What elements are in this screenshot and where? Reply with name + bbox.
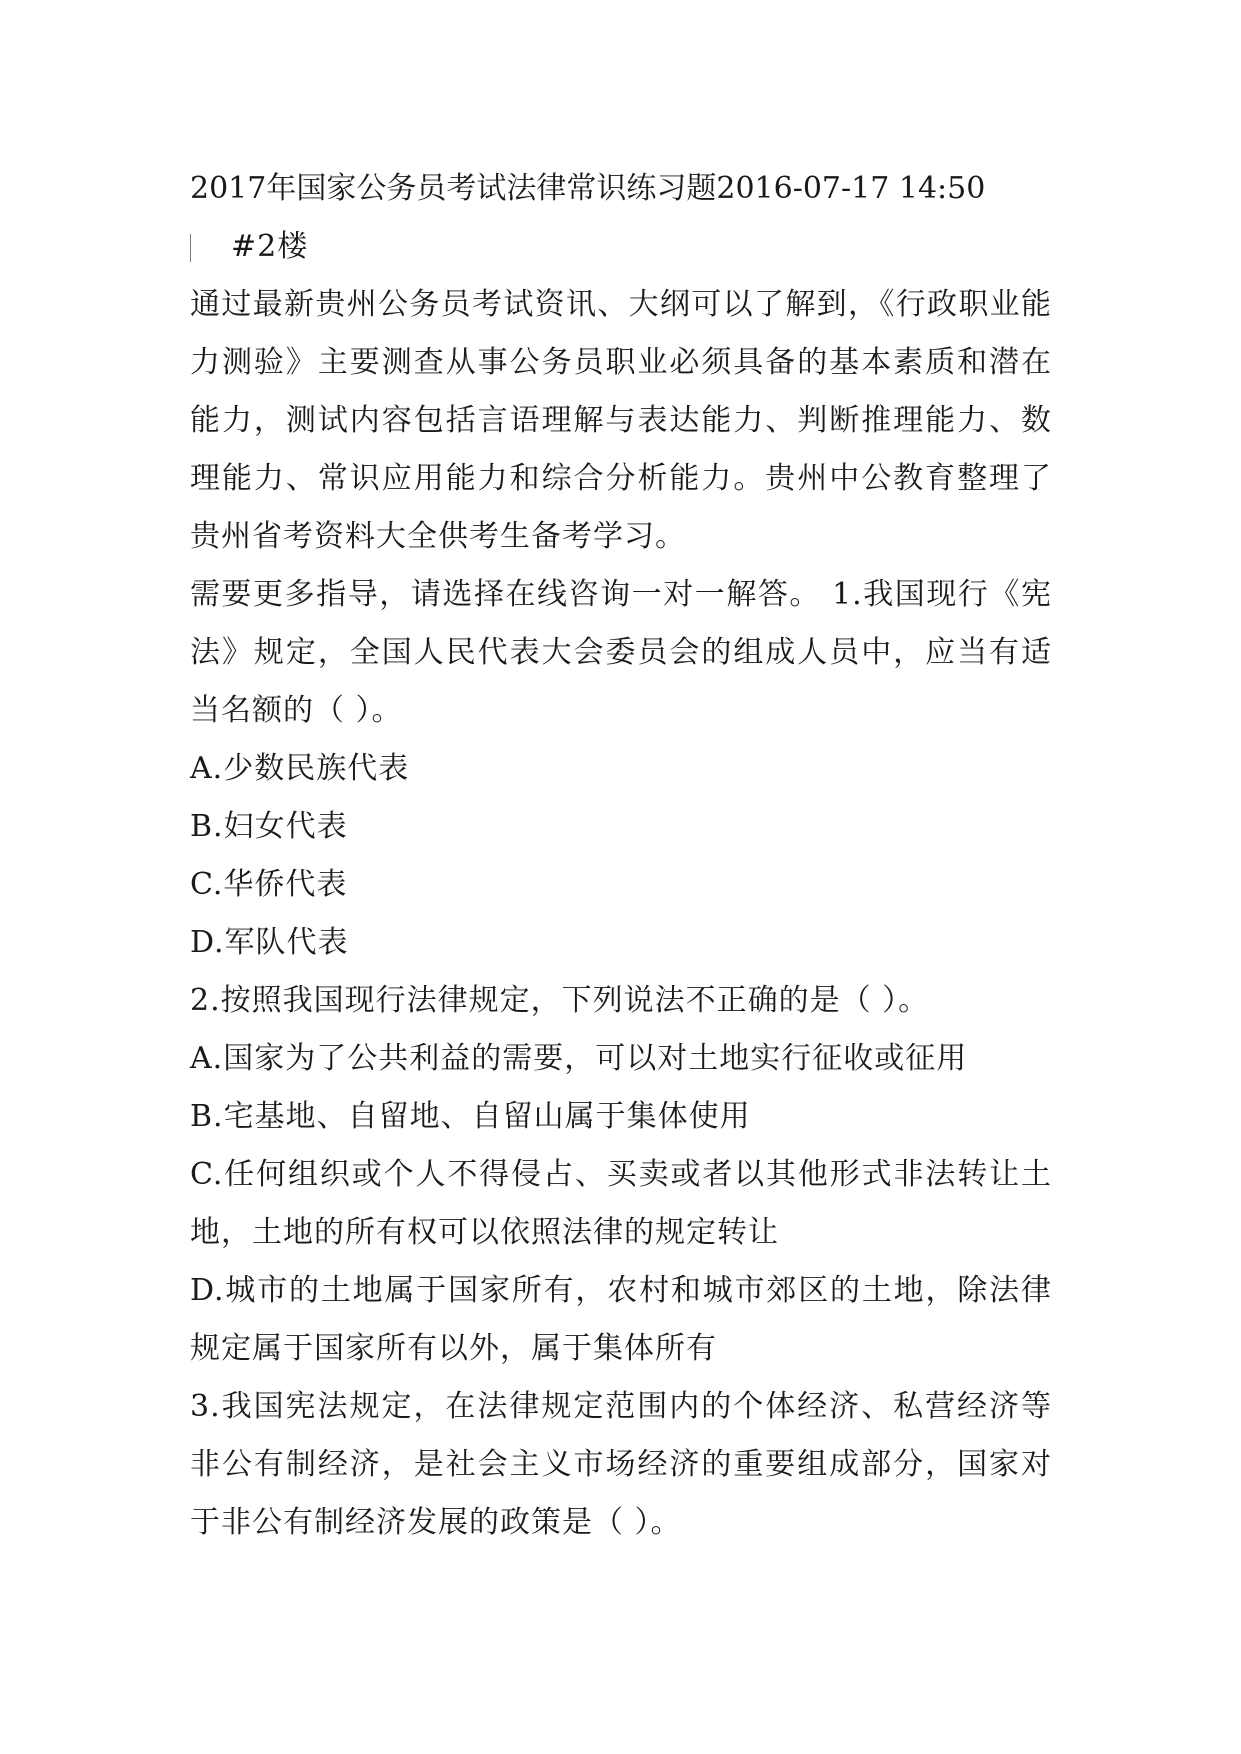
separator-bar: [190, 234, 191, 262]
q2-option-c: C.任何组织或个人不得侵占、买卖或者以其他形式非法转让土地，土地的所有权可以依照法律的规定转让: [190, 1157, 1052, 1250]
q2-option-a: A.国家为了公共利益的需要，可以对土地实行征收或征用: [190, 1041, 968, 1076]
question-2-stem: 2.按照我国现行法律规定，下列说法不正确的是（ ）。: [190, 983, 930, 1018]
post-header: [190, 160, 1052, 218]
q1-option-b: B.妇女代表: [190, 809, 348, 844]
post-floor-line: [190, 218, 1052, 276]
q2-option-b: B.宅基地、自留地、自留山属于集体使用: [190, 1099, 751, 1134]
q1-option-d: D.军队代表: [190, 925, 349, 960]
question-3-stem: 3.我国宪法规定，在法律规定范围内的个体经济、私营经济等非公有制经济，是社会主义市场经济的重要组成部分，国家对于非公有制经济发展的政策是（ ）。: [190, 1389, 1052, 1540]
intro-paragraph: 通过最新贵州公务员考试资讯、大纲可以了解到，《行政职业能力测验》主要测查从事公务员职业必须具备的基本素质和潜在能力，测试内容包括言语理解与表达能力、判断推理能力、数理能力、常识应用能力和综合分析能力。贵州中公教育整理了贵州省考资料大全供考生备考学习。: [190, 287, 1052, 554]
post-date: 2016-07-17 14:50: [716, 171, 986, 206]
q1-option-a: A.少数民族代表: [190, 751, 410, 786]
q1-option-c: C.华侨代表: [190, 867, 348, 902]
q2-option-d: D.城市的土地属于国家所有，农村和城市郊区的土地，除法律规定属于国家所有以外，属于集体所有: [190, 1273, 1052, 1366]
question-1-paragraph: 需要更多指导，请选择在线咨询一对一解答。 1.我国现行《宪法》规定，全国人民代表大会委员会的组成人员中，应当有适当名额的（ ）。: [190, 577, 1052, 728]
document-page: [190, 160, 1052, 1552]
post-floor: #2楼: [231, 229, 309, 264]
post-title: 2017年国家公务员考试法律常识练习题: [190, 171, 717, 206]
